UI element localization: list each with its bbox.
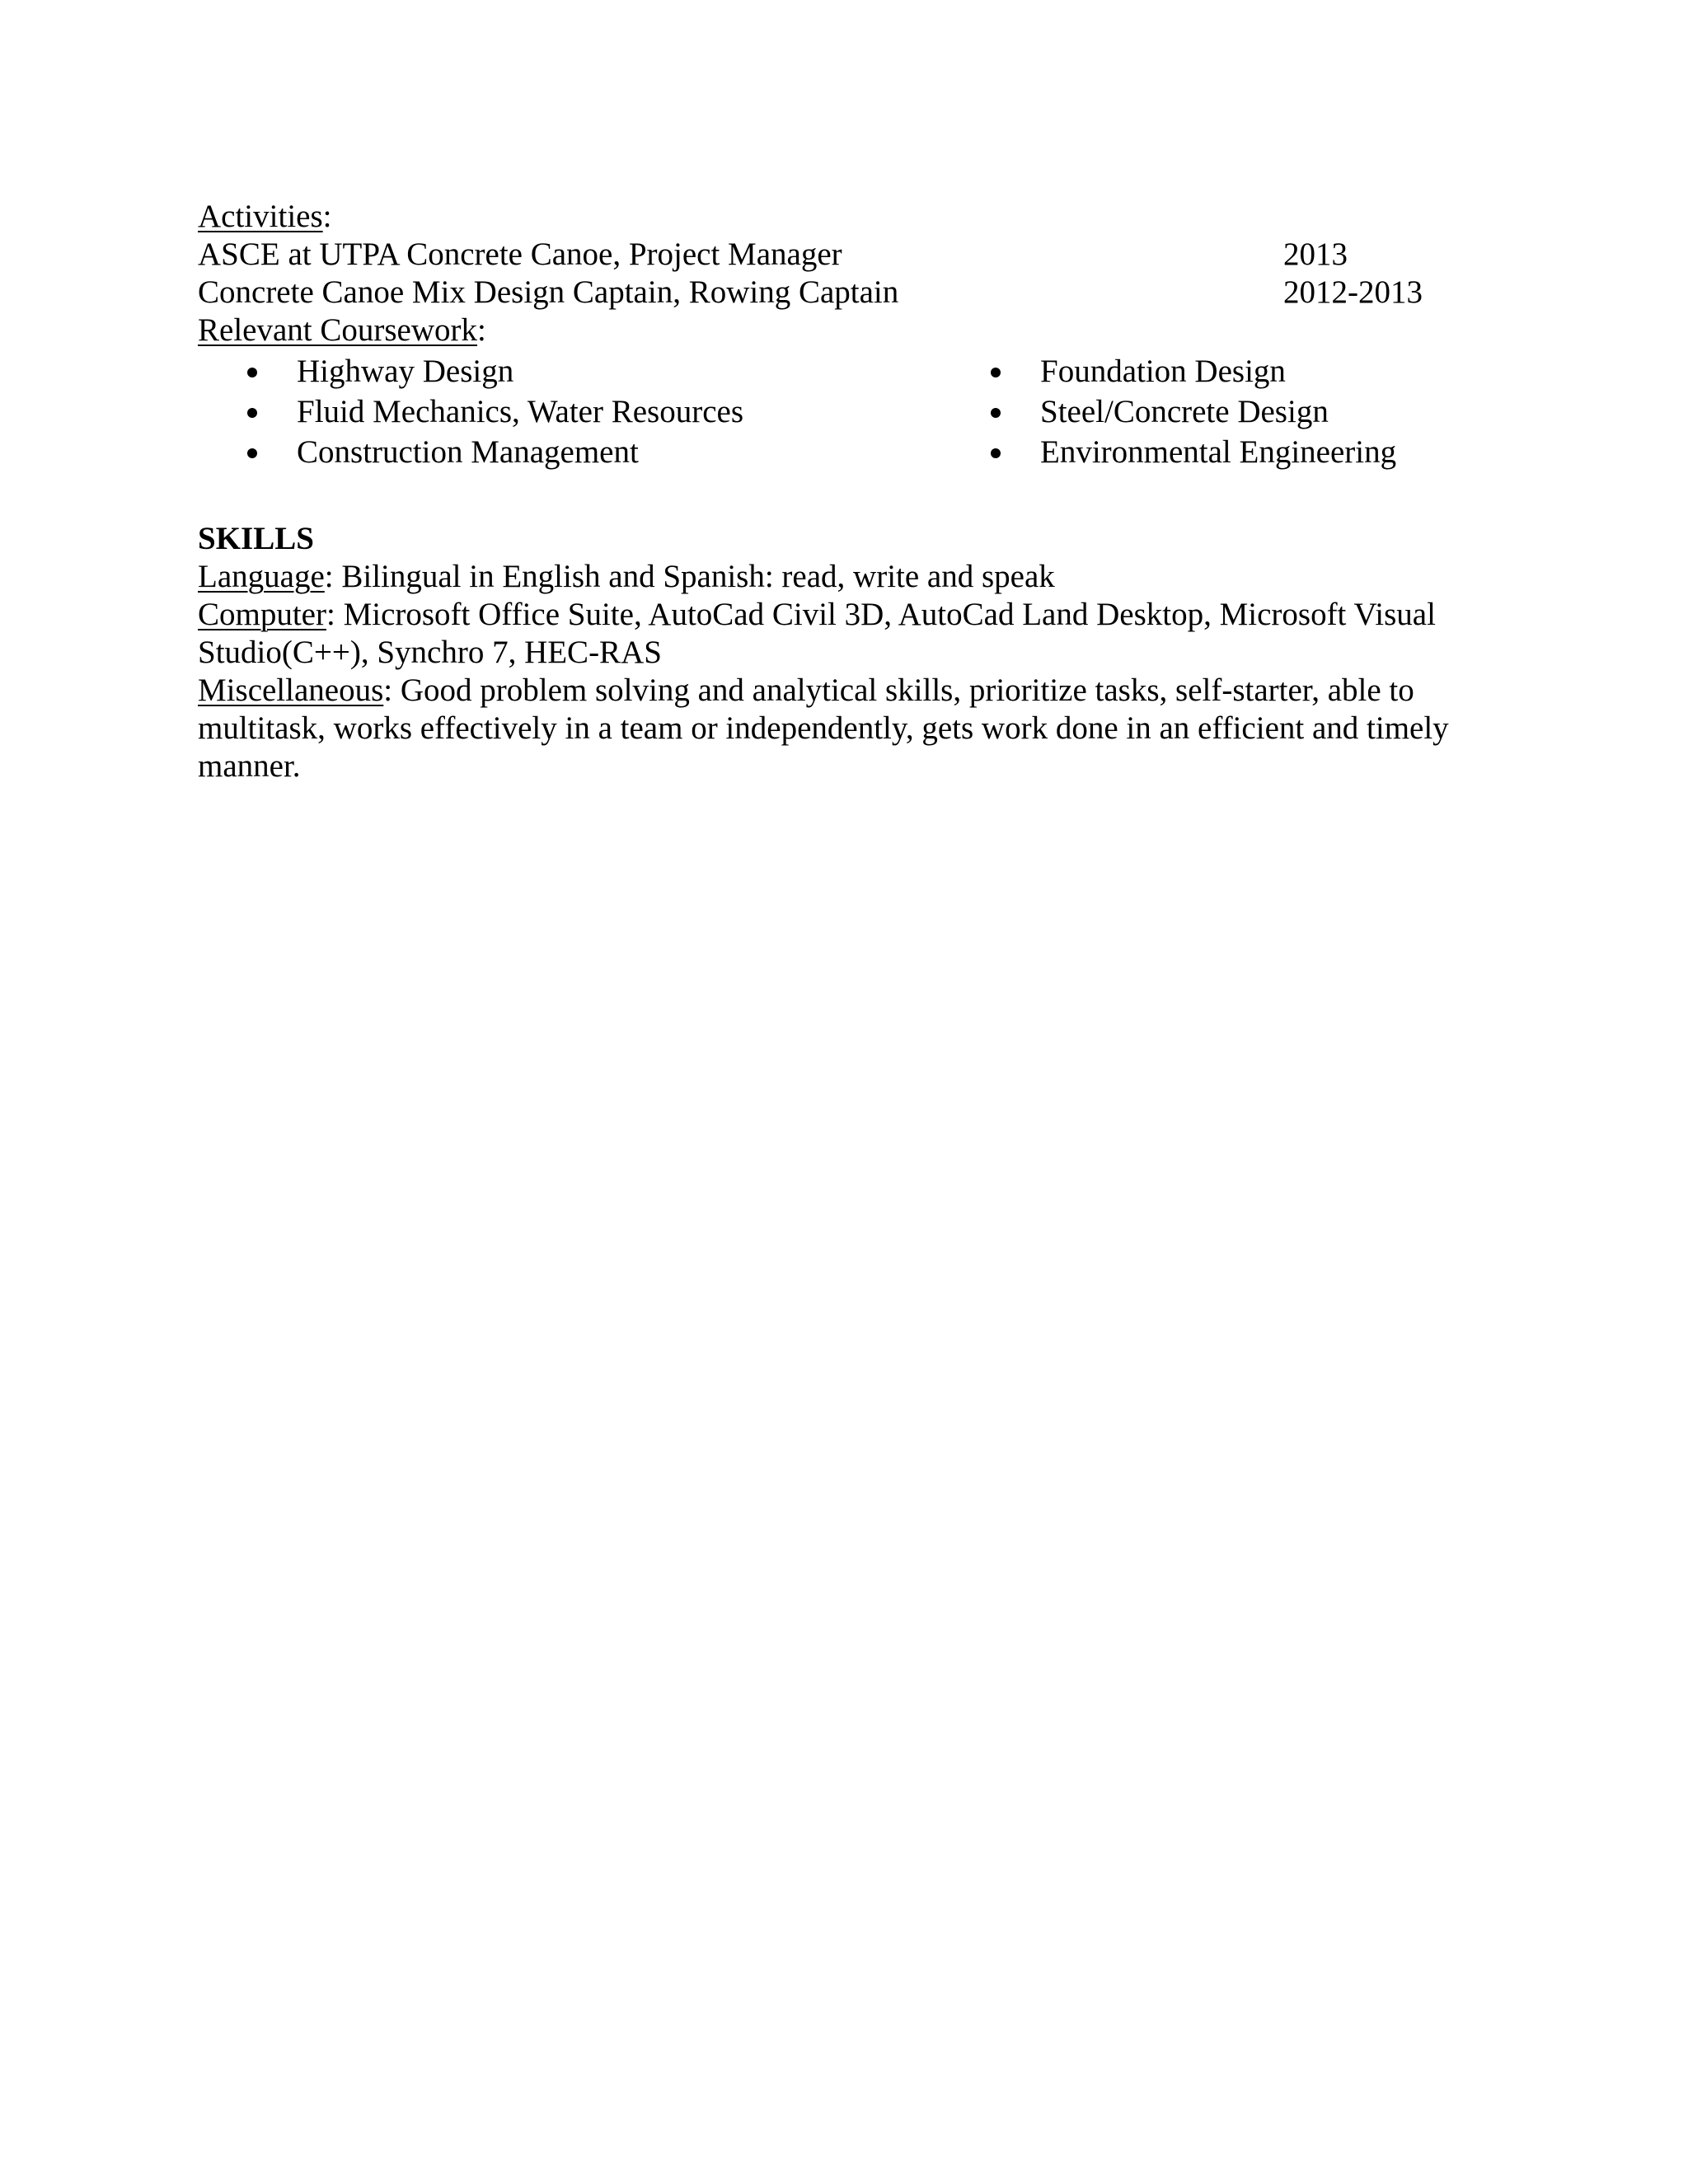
skill-misc-text: : Good problem solving and analytical skills, prioritize tasks, self-starter, able to multitask, works effectively in a team or independently, gets work done in an efficient and timely manner.: [198, 673, 1449, 784]
list-item: [247, 391, 743, 432]
bullet-icon: [991, 448, 1001, 458]
activities-heading-colon: :: [322, 199, 332, 234]
bullet-icon: [247, 408, 257, 418]
skill-misc-label: Miscellaneous: [198, 673, 384, 708]
bullet-icon: [991, 368, 1001, 377]
skills-heading: SKILLS: [198, 521, 314, 556]
coursework-item: Foundation Design: [1040, 354, 1286, 389]
activities-heading: Activities: [198, 199, 323, 234]
activities-heading-line: [198, 198, 1484, 236]
coursework-left-column: [247, 351, 743, 472]
list-item: [247, 432, 743, 472]
coursework-item: Steel/Concrete Design: [1040, 394, 1329, 429]
activity-year: 2013: [1283, 237, 1348, 272]
activity-text: ASCE at UTPA Concrete Canoe, Project Manager: [198, 237, 842, 272]
list-item: [991, 391, 1396, 432]
skill-language-label: Language: [198, 559, 325, 594]
bullet-icon: [991, 408, 1001, 418]
coursework-item: Environmental Engineering: [1040, 434, 1397, 470]
section-spacer: [198, 472, 1484, 520]
list-item: [247, 351, 743, 391]
bullet-icon: [247, 448, 257, 458]
skill-computer-text: : Microsoft Office Suite, AutoCad Civil 3D, AutoCad Land Desktop, Microsoft Visual Studio(C++), Synchro 7, HEC-RAS: [198, 597, 1436, 670]
coursework-heading: Relevant Coursework: [198, 312, 478, 348]
skill-misc: [198, 672, 1484, 785]
bullet-icon: [247, 368, 257, 377]
activity-text: Concrete Canoe Mix Design Captain, Rowing Captain: [198, 274, 899, 310]
skill-computer: [198, 596, 1484, 672]
list-item: [991, 432, 1396, 472]
coursework-heading-line: [198, 312, 1484, 349]
coursework-right-column: [991, 351, 1396, 472]
skill-language-text: : Bilingual in English and Spanish: read, write and speak: [324, 559, 1055, 594]
activity-row: [198, 236, 1484, 274]
coursework-item: Construction Management: [297, 434, 639, 470]
coursework-heading-colon: :: [477, 312, 486, 348]
coursework-list: [198, 351, 1484, 472]
list-item: [991, 351, 1396, 391]
activity-row: [198, 274, 1484, 312]
coursework-item: Highway Design: [297, 354, 514, 389]
skill-computer-label: Computer: [198, 597, 326, 632]
skill-language: [198, 558, 1484, 596]
coursework-item: Fluid Mechanics, Water Resources: [297, 394, 744, 429]
resume-content: [198, 198, 1484, 785]
activity-year: 2012-2013: [1283, 274, 1423, 310]
